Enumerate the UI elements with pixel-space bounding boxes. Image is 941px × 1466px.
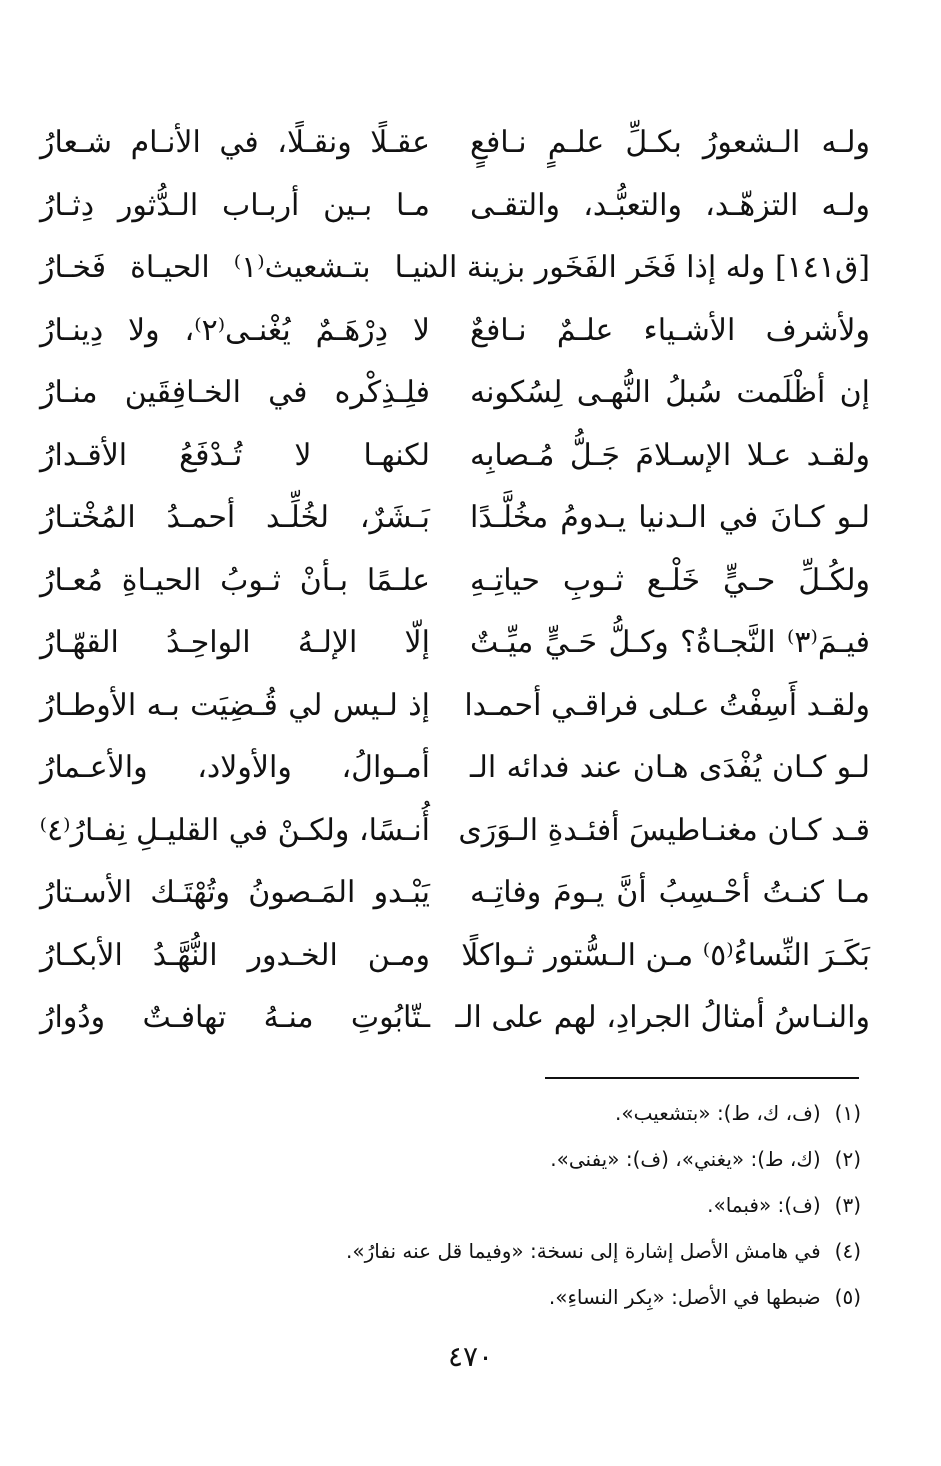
footnotes [101,1090,861,1320]
verse-second-hemistich: بَـشَرٌ، لخُلِّـد أحمـدُ المُخْتـارُ [40,500,430,536]
verse-first-hemistich: ولـه التزهّـد، والتعبُّـد، والتقـى [470,187,870,223]
footnote [101,1274,861,1320]
footnote [101,1228,861,1274]
verse-first-hemistich: قـد كـان مغنـاطيسَ أفئـدةِ الـوَرَى [458,812,870,848]
footnote [101,1136,861,1182]
verse-second-hemistich: ومـن الخـدور النُّهَّـدُ الأبكـارُ [40,937,430,973]
verse-first-hemistich: ولـه الـشعورُ بكـلِّ علـمٍ نـافعٍ [470,125,870,161]
verse-first-hemistich: فيـمَ⁽٣⁾ النَّجـاةُ؟ وكـلُّ حَـيٍّ ميِّـتٌ [470,625,870,661]
verse-first-hemistich: ولقـد عـلا الإسـلامَ جَـلُّ مُـصابِه [470,437,870,473]
verse-second-hemistich: نيـا بتـشعيث⁽١⁾ الحيـاة فَخـارُ [40,250,430,286]
footnote-text: ضبطها في الأصل: «بِكر النساءِ». [548,1285,821,1309]
footnote-number: (٤) [834,1239,861,1263]
verse-first-hemistich: إن أظْلَمت سُبلُ النُّهـى لِسُكونه [470,375,870,411]
verse-line [40,237,870,300]
footnote-text: (ك، ط): «يغني»، (ف): «يفنى». [550,1147,821,1171]
verse-second-hemistich: فلِـذِكْره في الخـافِقَين منـارُ [40,375,430,411]
footnote-text: (ف): «فبما». [707,1193,821,1217]
footnote-number: (١) [834,1101,861,1125]
verse-second-hemistich: لكنهـا لا تُـدْفَعُ الأقـدارُ [40,437,430,473]
verse-first-hemistich: ولقـد أَسِفْتُ عـلى فراقـي أحمـدا [464,687,870,723]
verse-first-hemistich: لـو كـان يُفْدَى هـان عند فدائه الـ [470,750,870,786]
footnote [101,1090,861,1136]
verse-second-hemistich: أمـوالُ، والأولاد، والأعـمارُ [40,750,430,786]
verse-line [40,175,870,238]
verse-first-hemistich: بَكَـرَ النِّساءُ⁽٥⁾ مـن الـسُّتور ثـواكلًا [461,937,870,973]
verse-second-hemistich: يَبْـدو المَـصونُ وتُهْتَـك الأسـتارُ [40,875,430,911]
verse-first-hemistich: [ق١٤١] وله إذا فَخَر الفَخَور بزينة الد [424,250,870,286]
verse-second-hemistich: علـمًا بـأنْ ثـوبُ الحيـاةِ مُعـارُ [40,562,430,598]
verse-line [40,487,870,550]
verse-second-hemistich: إلّا الإلـهُ الواحِـدُ القهّـارُ [40,625,430,661]
verse-line [40,925,870,988]
verse-line [40,800,870,863]
verse-first-hemistich: ولأشرف الأشـياء علـمٌ نـافعٌ [470,312,870,348]
footnote-number: (٢) [834,1147,861,1171]
page-number: ٤٧٠ [447,1340,494,1373]
verse-line [40,300,870,363]
verse-line [40,550,870,613]
verse-line [40,612,870,675]
footnote-number: (٣) [834,1193,861,1217]
verse-second-hemistich: مـا بـين أربـاب الـدُّثور دِثـارُ [40,187,430,223]
verse-first-hemistich: والنـاسُ أمثالُ الجرادِ، لهم على الـ [455,1000,870,1036]
verse-first-hemistich: مـا كنـتُ أحْـسِبُ أنَّ يـومَ وفاتِـه [470,875,870,911]
verse-second-hemistich: لا دِرْهَـمٌ يُغْنـى⁽٢⁾، ولا دِينـارُ [40,312,430,348]
verse-line [40,862,870,925]
verse-line [40,362,870,425]
poem-verses [40,112,870,1050]
footnote-text: (ف، ك، ط): «بتشعيب». [614,1101,821,1125]
verse-first-hemistich: ولكُـلِّ حـيٍّ خَلْـع ثـوبِ حياتِـهِ [470,562,870,598]
verse-line [40,425,870,488]
verse-second-hemistich: إذ لـيس لي قُـضِيَت بـه الأوطـارُ [40,687,430,723]
verse-line [40,987,870,1050]
verse-second-hemistich: عقـلًا ونقـلًا، في الأنـام شـعارُ [40,125,430,161]
verse-line [40,112,870,175]
verse-second-hemistich: أُنـسًا، ولكـنْ في القليـلِ نِفـارُ⁽٤⁾ [39,812,430,848]
footnote-separator [545,1077,859,1079]
verse-line [40,675,870,738]
footnote-number: (٥) [834,1285,861,1309]
footnote-text: في هامش الأصل إشارة إلى نسخة: «وفيما قل عنه نفارُ». [346,1239,821,1263]
verse-second-hemistich: ـتّابُوتِ منـهُ تهافـتٌ ودُوارُ [40,1000,430,1036]
footnote [101,1182,861,1228]
verse-first-hemistich: لـو كـانَ في الـدنيا يـدومُ مخُلَّـدًا [470,500,870,536]
verse-line [40,737,870,800]
